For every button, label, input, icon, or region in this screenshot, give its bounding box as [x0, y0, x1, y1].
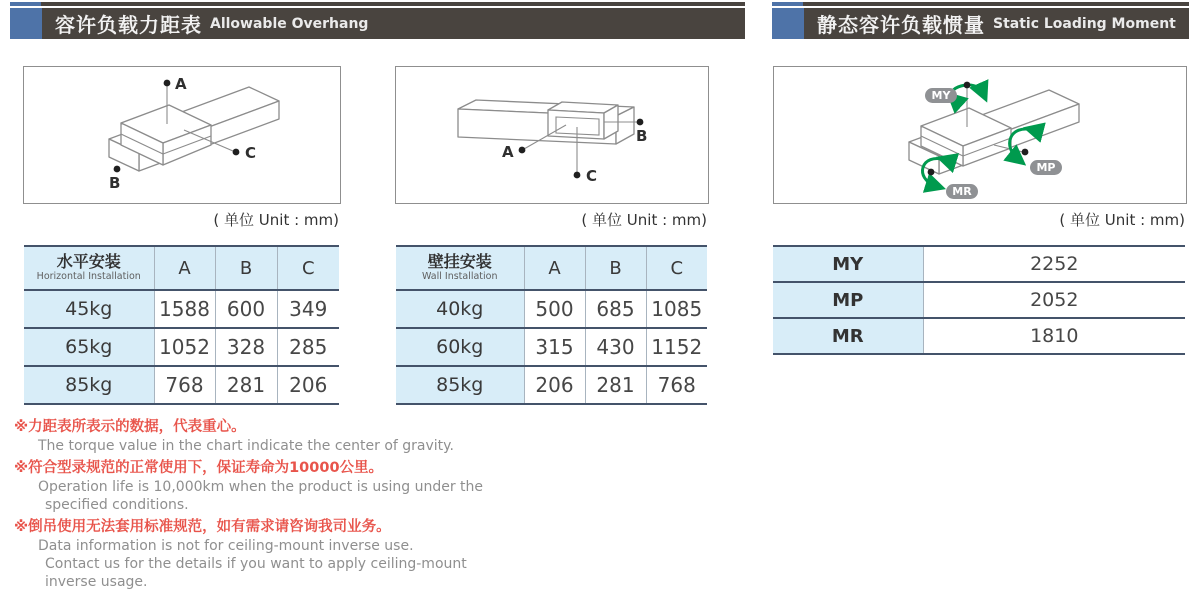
- footnote-en: Operation life is 10,000km when the product is using under the: [38, 479, 484, 495]
- header-blue-square: [10, 8, 42, 39]
- point-label-a: A: [502, 143, 514, 161]
- footnote-en: inverse usage.: [45, 574, 148, 590]
- accent-line-dark: [41, 2, 745, 6]
- header-bar: [772, 8, 1189, 39]
- accent-line-blue: [772, 2, 803, 6]
- column-header-c: C: [277, 246, 339, 290]
- value-cell: 1152: [646, 328, 707, 366]
- header-bar: [10, 8, 745, 39]
- footnote-en: specified conditions.: [45, 497, 189, 513]
- value-cell: 1085: [646, 290, 707, 328]
- unit-note: ( 单位 Unit : mm): [581, 211, 707, 229]
- table-title-cell: 水平安装 Horizontal Installation: [24, 246, 154, 290]
- table-row: [773, 246, 1185, 282]
- table-header-row: [24, 246, 339, 290]
- footnotes: [14, 417, 494, 594]
- moment-label-cell: MY: [773, 246, 923, 282]
- moment-label-cell: MP: [773, 282, 923, 318]
- moment-label-cell: MR: [773, 318, 923, 354]
- point-label-b: B: [636, 127, 648, 145]
- section-title-en: Static Loading Moment: [993, 15, 1176, 32]
- table-row: [396, 290, 707, 328]
- table-row: [24, 328, 339, 366]
- section-title-zh: 容许负载力距表: [55, 13, 202, 37]
- load-cell: 65kg: [24, 328, 154, 366]
- table-header-row: [396, 246, 707, 290]
- footnote: [14, 458, 494, 514]
- wall-rail-drawing: [396, 67, 708, 203]
- table-horizontal-installation: [24, 245, 339, 405]
- moment-value-cell: 2252: [923, 246, 1185, 282]
- footnote-en: Data information is not for ceiling-mount inverse use.: [38, 538, 414, 554]
- load-cell: 85kg: [396, 366, 524, 404]
- point-label-b: B: [109, 174, 121, 192]
- column-header-b: B: [215, 246, 277, 290]
- header-blue-square: [772, 8, 804, 39]
- accent-line-dark: [803, 2, 1189, 6]
- value-cell: 430: [585, 328, 646, 366]
- section-title-zh: 静态容许负载惯量: [817, 13, 985, 37]
- section-header-overhang: [10, 2, 745, 39]
- value-cell: 768: [154, 366, 215, 404]
- section-title-en: Allowable Overhang: [210, 15, 369, 32]
- badge-my: MY: [931, 89, 951, 102]
- footnote: [14, 417, 494, 455]
- horizontal-rail-drawing: [24, 67, 340, 203]
- badge-mp: MP: [1036, 161, 1056, 174]
- table-row: [396, 366, 707, 404]
- load-cell: 45kg: [24, 290, 154, 328]
- load-cell: 60kg: [396, 328, 524, 366]
- diagram-horizontal-installation: [23, 66, 341, 204]
- table-row: [24, 290, 339, 328]
- footnote-en: Contact us for the details if you want to apply ceiling-mount: [45, 556, 467, 572]
- table-row: [773, 318, 1185, 354]
- value-cell: 315: [524, 328, 585, 366]
- section-header-moment: [772, 2, 1189, 39]
- point-label-a: A: [175, 75, 187, 93]
- unit-note: ( 单位 Unit : mm): [1059, 211, 1185, 229]
- table-row: [24, 366, 339, 404]
- accent-line-blue: [10, 2, 41, 6]
- header-accent-line: [772, 2, 1189, 6]
- column-header-a: A: [524, 246, 585, 290]
- diagram-wall-installation: [395, 66, 709, 204]
- value-cell: 600: [215, 290, 277, 328]
- load-cell: 85kg: [24, 366, 154, 404]
- footnote-zh: ※倒吊使用无法套用标准规范，如有需求请咨询我司业务。: [14, 519, 391, 535]
- header-strip: [804, 8, 1189, 39]
- header-strip: [42, 8, 745, 39]
- value-cell: 349: [277, 290, 339, 328]
- moment-value-cell: 1810: [923, 318, 1185, 354]
- footnote-zh: ※符合型录规范的正常使用下，保证寿命为10000公里。: [14, 460, 384, 476]
- load-cell: 40kg: [396, 290, 524, 328]
- value-cell: 328: [215, 328, 277, 366]
- moment-value-cell: 2052: [923, 282, 1185, 318]
- value-cell: 206: [277, 366, 339, 404]
- value-cell: 1052: [154, 328, 215, 366]
- table-row: [773, 282, 1185, 318]
- value-cell: 1588: [154, 290, 215, 328]
- table-row: [396, 328, 707, 366]
- column-header-a: A: [154, 246, 215, 290]
- value-cell: 500: [524, 290, 585, 328]
- moment-rail-drawing: [774, 67, 1186, 203]
- value-cell: 285: [277, 328, 339, 366]
- table-wall-installation: [396, 245, 707, 405]
- table-title-cell: 壁挂安装 Wall Installation: [396, 246, 524, 290]
- footnote-zh: ※力距表所表示的数据，代表重心。: [14, 419, 246, 435]
- unit-note: ( 单位 Unit : mm): [213, 211, 339, 229]
- value-cell: 768: [646, 366, 707, 404]
- value-cell: 281: [585, 366, 646, 404]
- header-accent-line: [10, 2, 745, 6]
- value-cell: 206: [524, 366, 585, 404]
- footnote-en: The torque value in the chart indicate the center of gravity.: [38, 438, 454, 454]
- column-header-c: C: [646, 246, 707, 290]
- value-cell: 281: [215, 366, 277, 404]
- value-cell: 685: [585, 290, 646, 328]
- point-label-c: C: [586, 167, 598, 185]
- footnote: [14, 517, 494, 591]
- column-header-b: B: [585, 246, 646, 290]
- table-loading-moment: [773, 245, 1185, 355]
- badge-mr: MR: [952, 185, 972, 198]
- diagram-loading-moment: [773, 66, 1187, 204]
- point-label-c: C: [245, 144, 257, 162]
